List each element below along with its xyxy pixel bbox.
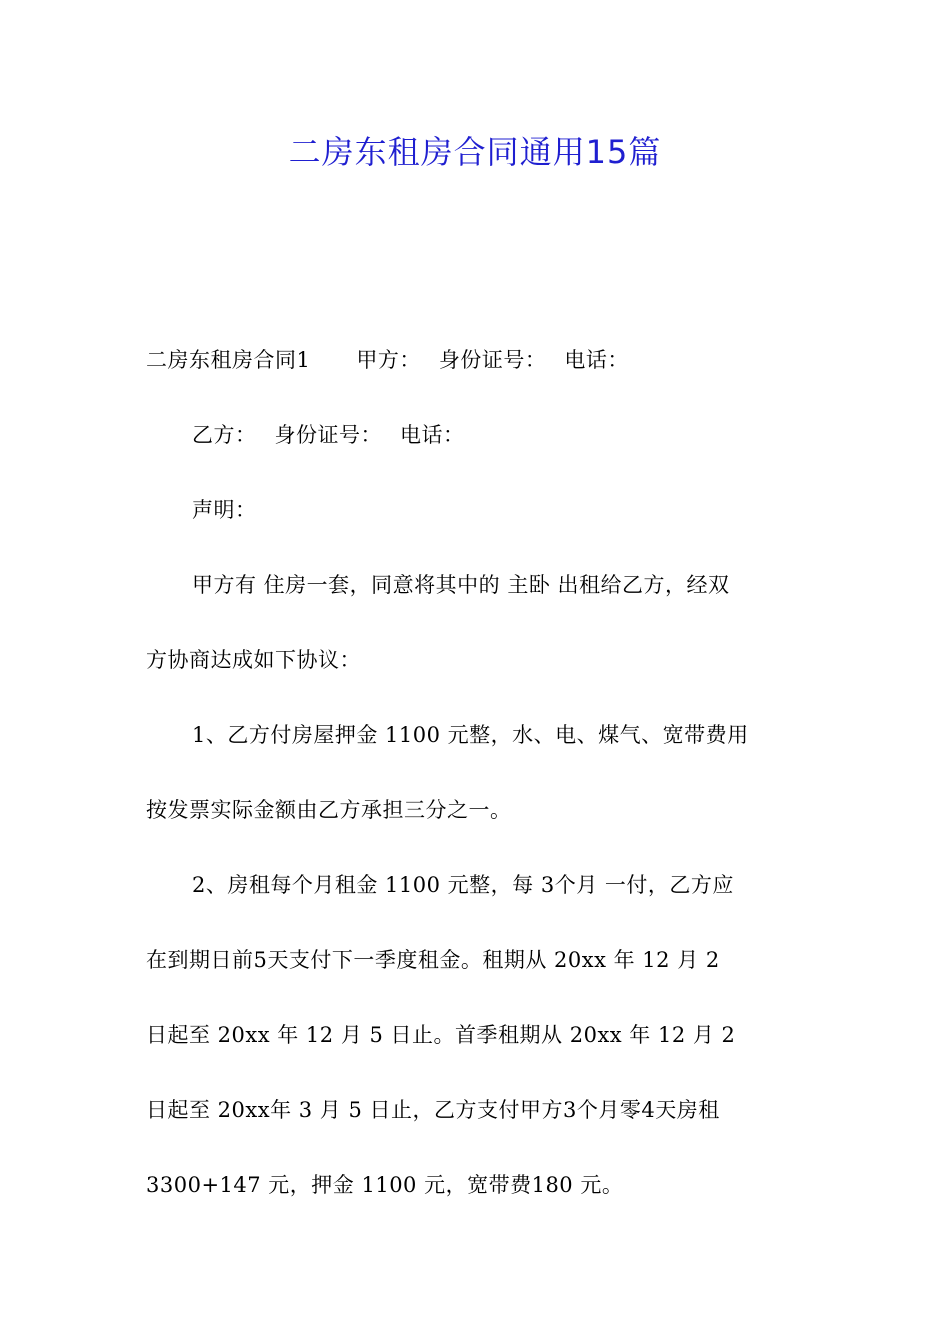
paragraph-line: 甲方有 住房一套，同意将其中的 主卧 出租给乙方，经双 (192, 573, 730, 597)
party-a-label: 甲方： (356, 348, 421, 372)
paragraph-line: 按发票实际金额由乙方承担三分之一。 (146, 798, 512, 822)
contract-name: 二房东租房合同1 (146, 348, 311, 372)
party-a-phone-label: 电话： (564, 348, 629, 372)
party-b-phone-label: 电话： (400, 423, 465, 447)
party-b-label: 乙方： (192, 423, 257, 447)
statement-heading: 声明： (192, 498, 257, 522)
party-b-line (146, 409, 808, 484)
document-body (146, 334, 808, 1234)
paragraph-line: 日起至 20xx 年 12 月 5 日止。首季租期从 20xx 年 12 月 2 (146, 1023, 736, 1047)
contract-header-line (146, 334, 808, 409)
paragraph-line: 在到期日前5天支付下一季度租金。租期从 20xx 年 12 月 2 (146, 948, 720, 972)
document-title: 二房东租房合同通用15篇 (288, 133, 662, 171)
paragraph-line: 3300+147 元，押金 1100 元，宽带费180 元。 (146, 1173, 624, 1197)
party-a-id-label: 身份证号： (438, 348, 547, 372)
party-b-id-label: 身份证号： (274, 423, 382, 447)
paragraph-line: 1、乙方付房屋押金 1100 元整，水、电、煤气、宽带费用 (192, 723, 749, 747)
paragraph-line: 日起至 20xx年 3 月 5 日止，乙方支付甲方3个月零4天房租 (146, 1098, 720, 1122)
paragraph-line: 2、房租每个月租金 1100 元整，每 3个月 一付，乙方应 (192, 873, 734, 897)
paragraph-line: 方协商达成如下协议： (146, 648, 361, 672)
